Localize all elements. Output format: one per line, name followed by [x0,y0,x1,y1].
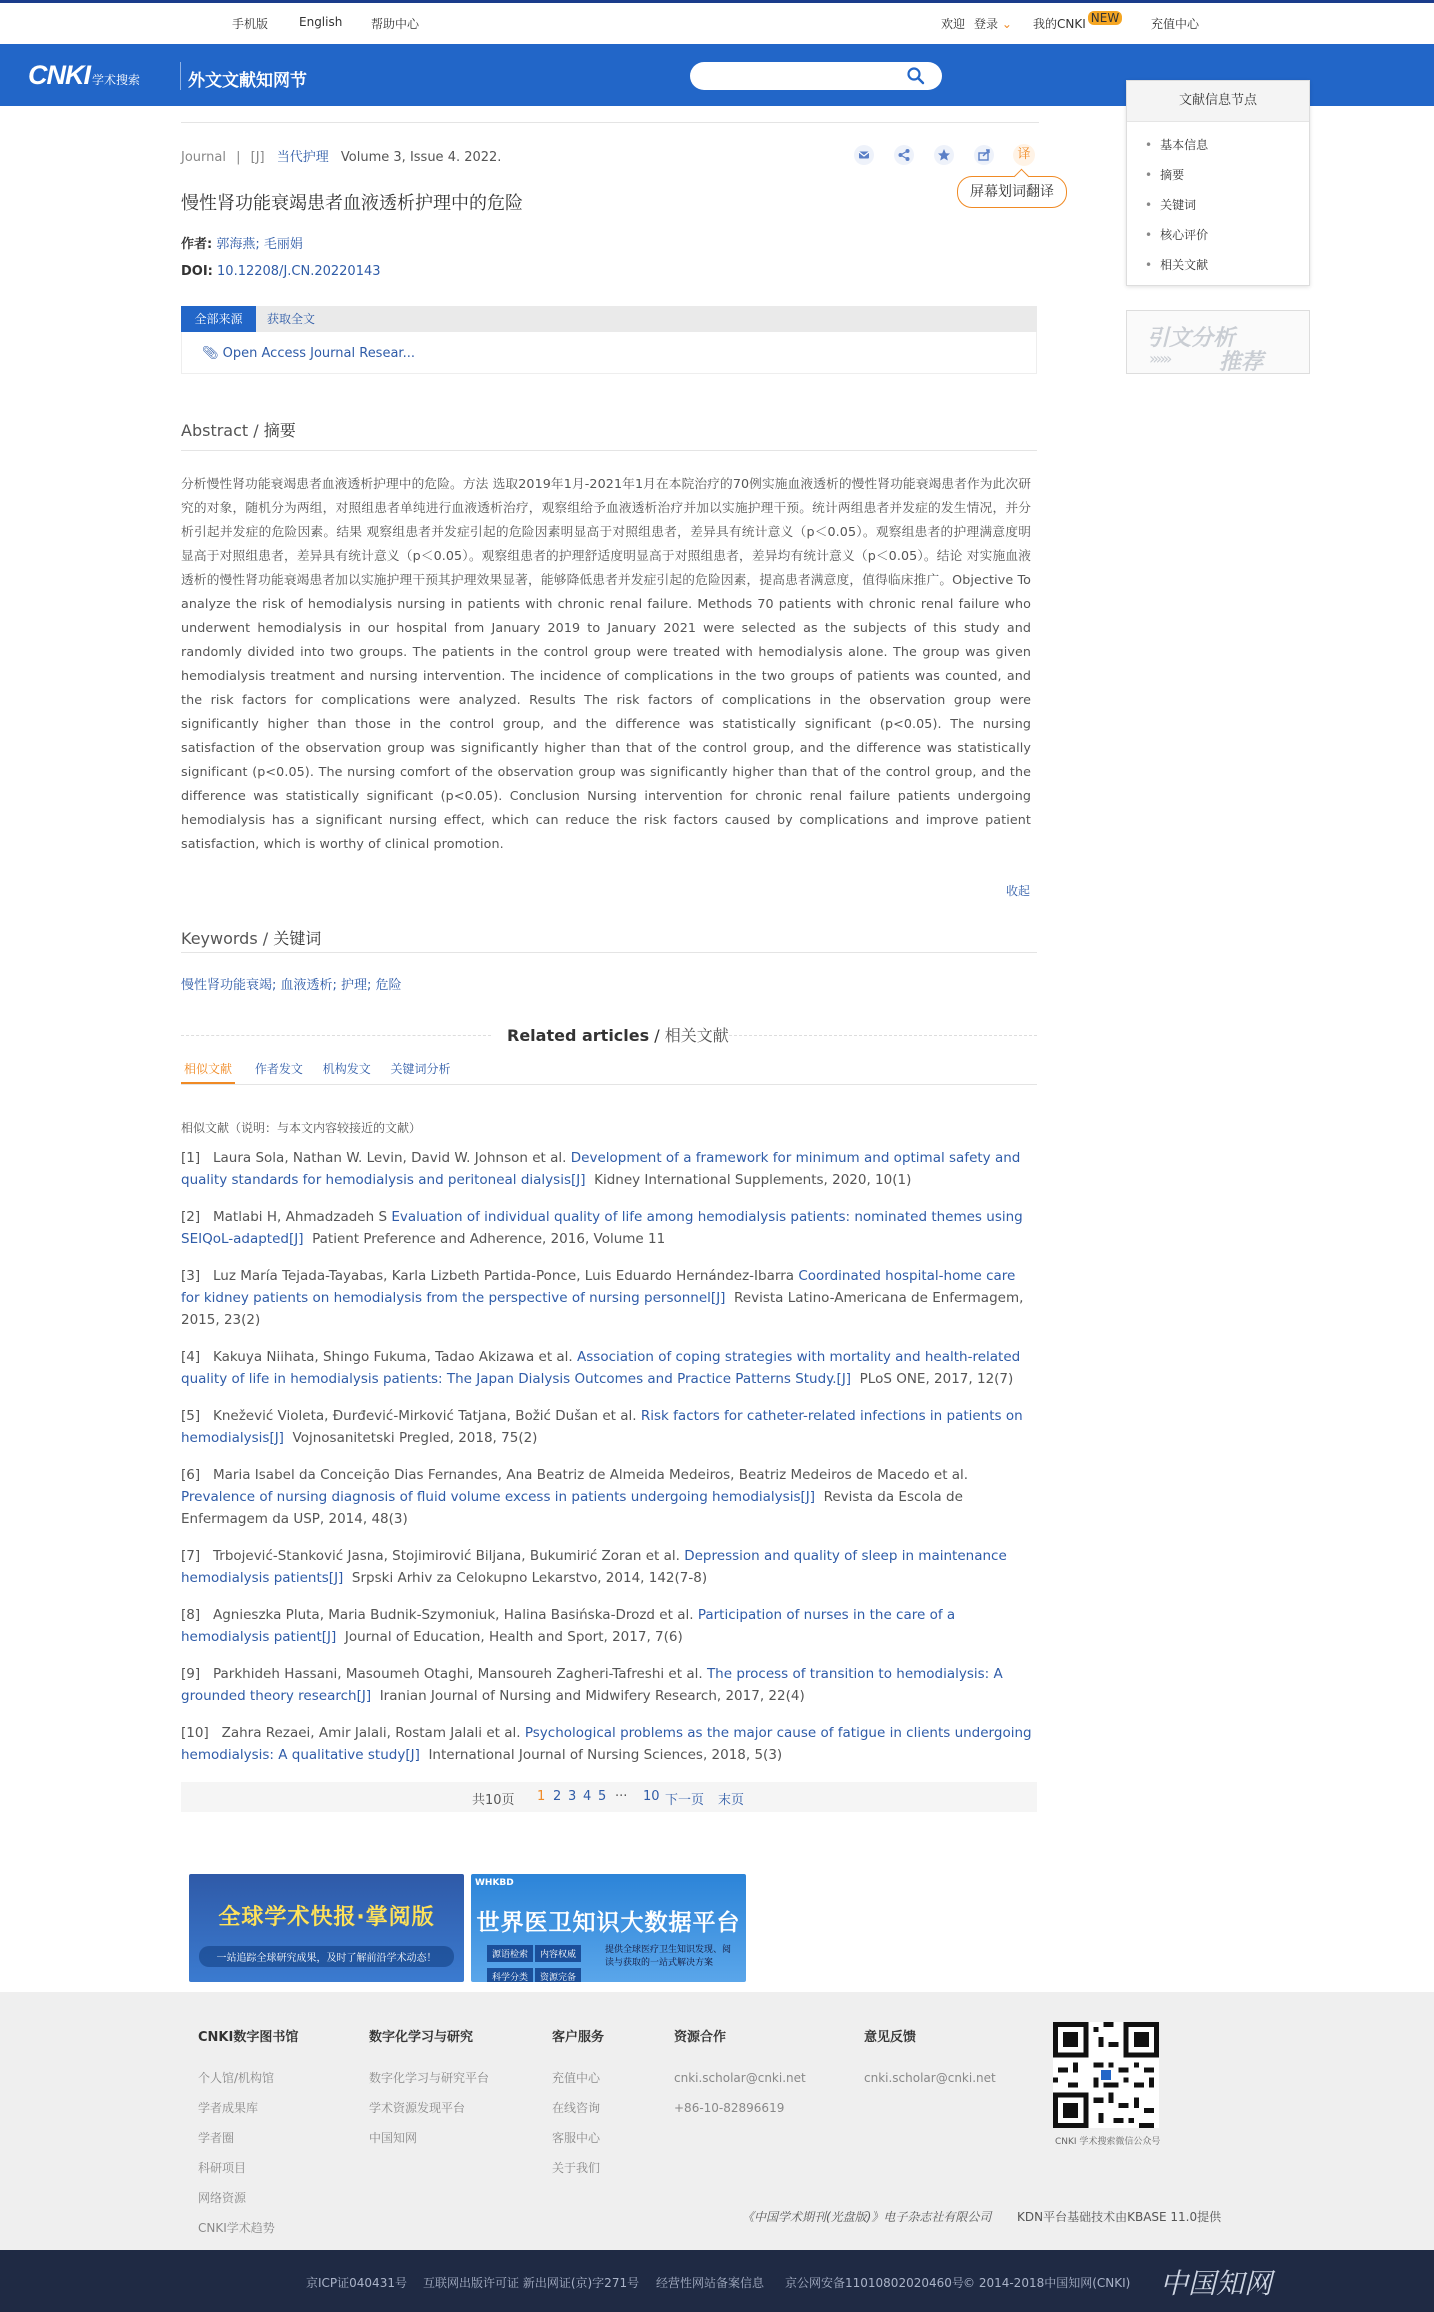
related-title-cn: 相关文献 [664,1026,729,1045]
my-cnki-label: 我的CNKI [1033,17,1086,31]
doi-link[interactable]: 10.12208/J.CN.20220143 [217,264,381,279]
ref-title-link[interactable]: Participation of nurses in the care of a hemodialysis patient [181,1607,956,1645]
search-input[interactable] [690,62,942,90]
page-10[interactable]: 10 [643,1789,660,1804]
total-pages: 共10页 [472,1793,515,1808]
reference-item [181,1722,1037,1766]
page-5[interactable]: 5 [598,1789,607,1804]
publisher-text: 《中国学术期刊(光盘版)》电子杂志社有限公司 [742,2210,992,2224]
article-meta: Journal | [J] 当代护理 Volume 3, Issue 4. 2022. [181,150,502,165]
ref-title-link[interactable]: Prevalence of nursing diagnosis of fluid volume excess in patients undergoing hemodialysis [181,1489,801,1505]
page-4[interactable]: 4 [583,1789,592,1804]
footer-link[interactable]: 客服中心 [552,2131,601,2145]
footer-col-title: CNKI数字图书馆 [198,2030,299,2045]
abstract-title-cn: 摘要 [263,421,296,440]
related-title-en: Related articles [507,1026,650,1045]
copyright-text: © 2014-2018中国知网(CNKI) [963,2276,1131,2290]
next-page-button[interactable]: 下一页 [665,1793,705,1808]
banner-line2: 推荐 [1219,350,1264,375]
footer-link[interactable]: 学者圈 [198,2131,235,2145]
tab-author-papers[interactable]: 作者发文 [254,1062,303,1076]
article-title: 慢性肾功能衰竭患者血液透析护理中的危险 [181,193,523,214]
ad2-chips [487,1942,583,1982]
star-icon[interactable] [933,144,955,166]
top-bar [0,0,1434,44]
info-nodes-panel [1126,80,1310,286]
footer-col-title: 客户服务 [552,2030,605,2045]
footer-col-service [552,2026,604,2183]
panel-item-related[interactable]: • 相关文献 [1145,250,1309,280]
ref-authors: Matlabi H, Ahmadzadeh S [213,1209,388,1225]
ref-source: PLoS ONE, 2017, 12(7) [859,1371,1014,1387]
footer-col-title: 资源合作 [674,2030,727,2045]
ref-title-link[interactable]: Association of coping strategies with mortality and health-related quality of life in hemodialysis patients: The Japan Dialysis Outcomes and Practice Patterns Study. [181,1349,1021,1387]
help-link[interactable]: 帮助中心 [371,17,420,31]
portal-name: 外文文献知网节 [188,71,307,91]
authors-label: 作者: [181,237,213,252]
tab-keyword-analysis[interactable]: 关键词分析 [390,1062,451,1076]
export-icon[interactable] [973,144,995,166]
footer-link[interactable]: 网络资源 [198,2191,247,2205]
translate-tooltip: 屏幕划词翻译 [957,176,1067,208]
qr-code-image [1053,2022,1159,2128]
english-link[interactable]: English [299,15,343,29]
footer-link[interactable]: 学术资源发现平台 [369,2101,466,2115]
mobile-link[interactable]: 手机版 [232,17,269,31]
journal-link[interactable]: 当代护理 [276,150,329,165]
ref-type: [J] [836,1371,852,1387]
new-badge: NEW [1088,11,1122,25]
public-security-record[interactable]: 京公网安备11010802020460号 [785,2276,964,2290]
divider [181,952,1037,953]
authors-links[interactable]: 郭海燕; 毛丽娟 [216,237,303,252]
ref-source: Vojnosanitetski Pregled, 2018, 75(2) [292,1430,538,1446]
kdn-text: KDN平台基础技术由KBASE 11.0提供 [1017,2210,1222,2224]
reference-item [181,1545,1037,1589]
reference-item [181,1265,1037,1331]
footer-link[interactable]: 关于我们 [552,2161,601,2175]
doi-label: DOI: [181,264,213,279]
footer-link[interactable]: 中国知网 [369,2131,418,2145]
ref-number: [6] [181,1467,201,1483]
doi-line [181,264,381,279]
qr-caption: CNKI 学术搜索微信公众号 [1055,2137,1161,2147]
ref-number: [2] [181,1209,201,1225]
keywords-title-cn: 关键词 [273,929,322,948]
banner-line1: 引文分析 [1147,326,1236,351]
footer-col-library [198,2026,298,2243]
ref-authors: Trbojević-Stanković Jasna, Stojimirović Biljana, Bukumirić Zoran et al. [213,1548,680,1564]
ref-type: [J] [405,1747,420,1763]
ref-number: [10] [181,1725,209,1741]
welcome-text: 欢迎 [941,17,966,31]
my-cnki-link[interactable] [1033,11,1122,32]
source-list [181,332,1037,374]
reference-item [181,1464,1037,1530]
reference-item [181,1346,1037,1390]
footer-col-feedback [864,2026,996,2093]
footer-col-title: 意见反馈 [864,2030,917,2045]
divider [181,1035,491,1036]
footer-col-cooperation [674,2026,806,2123]
ref-number: [4] [181,1349,201,1365]
ref-type: [J] [356,1688,372,1704]
tab-all-sources[interactable]: 全部来源 [181,306,256,332]
ref-authors: Maria Isabel da Conceição Dias Fernandes, Ana Beatriz de Almeida Medeiros, Beatriz Medeiros de Macedo et al. [213,1467,969,1483]
footer-link[interactable]: 充值中心 [552,2071,601,2085]
tab-institution-papers[interactable]: 机构发文 [322,1062,371,1076]
footer-link[interactable]: cnki.scholar@cnki.net [674,2071,806,2085]
panel-item-core-evaluation[interactable]: • 核心评价 [1145,220,1309,250]
divider [181,1084,1037,1085]
ref-source: Revista da Escola de Enfermagem da USP, 2014, 48(3) [181,1489,963,1527]
tab-similar[interactable]: 相似文献 [181,1062,235,1084]
recharge-link[interactable]: 充值中心 [1151,17,1200,31]
panel-item-basic-info[interactable]: • 基本信息 [1145,130,1309,160]
volume-info: Volume 3, Issue 4. 2022. [340,150,502,165]
source-tabs [181,306,1037,332]
logo-text: CNKI [28,60,90,90]
chevron-down-icon: ⌄ [1001,17,1012,31]
translate-icon[interactable]: 译 [1013,144,1035,166]
ref-type: [J] [571,1172,586,1188]
ref-type: [J] [269,1430,284,1446]
ref-title-link[interactable]: Evaluation of individual quality of life among hemodialysis patients: nominated themes using SEIQoL-adapted [181,1209,1023,1247]
ref-source: Srpski Arhiv za Celokupno Lekarstvo, 2014, 142(7-8) [351,1570,708,1586]
ad2-chip: 科学分类 [487,1968,533,1982]
ref-title-link[interactable]: Development of a framework for minimum and optimal safety and quality standards for hemodialysis and peritoneal dialysis [181,1150,1021,1188]
reference-item [181,1405,1037,1449]
doc-type: Journal [181,150,226,165]
ref-title-link[interactable]: Risk factors for catheter-related infections in patients on hemodialysis [181,1408,1023,1446]
share-icon[interactable] [893,144,915,166]
footer-link[interactable]: 在线咨询 [552,2101,601,2115]
reference-item [181,1604,1037,1648]
reference-item [181,1663,1037,1707]
footer-link[interactable]: 个人馆/机构馆 [198,2071,275,2085]
citation-analysis-banner[interactable] [1126,310,1310,374]
ad2-chip: 内容权威 [535,1945,581,1962]
ref-authors: Laura Sola, Nathan W. Levin, David W. Johnson et al. [213,1150,567,1166]
ad-medical-knowledge-platform[interactable] [471,1874,746,1982]
abstract-heading: Abstract / 摘要 [181,421,296,440]
ad2-chip: 资源完备 [535,1968,581,1982]
ad1-title: 全球学术快报·掌阅版 [218,1905,435,1930]
collapse-link[interactable]: 收起 [1006,884,1031,898]
logo-subtext: 学术搜索 [92,73,141,87]
footer-link[interactable]: CNKI学术趋势 [198,2221,275,2235]
keywords-title-en: Keywords [181,929,258,948]
ref-source: Patient Preference and Adherence, 2016, Volume 11 [312,1231,666,1247]
ref-type: [J] [288,1231,304,1247]
reference-item [181,1147,1037,1191]
related-heading: Related articles / 相关文献 [507,1026,729,1045]
panel-item-keywords[interactable]: • 关键词 [1145,190,1309,220]
ref-number: [1] [181,1150,201,1166]
last-page-button[interactable]: 末页 [718,1793,745,1808]
ref-authors: Parkhideh Hassani, Masoumeh Otaghi, Mansoureh Zagheri-Tafreshi et al. [213,1666,703,1682]
abstract-text: 分析慢性肾功能衰竭患者血液透析护理中的危险。方法 选取2019年1月-2021年1月在本院治疗的70例实施血液透析的慢性肾功能衰竭患者作为此次研究的对象，随机分为两组，对照组患者单纯进行血液透析治疗，观察组给予血液透析治疗并加以实施护理干预。统计两组患者并发症的发生情况，并分析引起并发症的危险因素。结果 观察组患者并发症引起的危险因素明显高于对照组患者，差异具有统计意义（p＜0.05）。观察组患者的护理满意度明显高于对照组患者，差异具有统计意义（p＜0.05）。观察组患者的护理舒适度明显高于对照组患者，差异均有统计意义（p＜0.05）。结论 对实施血液透析的慢性肾功能衰竭患者加以实施护理干预其护理效果显著，能够降低患者并发症引起的危险因素，提高患者满意度，值得临床推广。Objective To analyze the risk of hemodialysis nursing in patients with chronic renal failure. Methods 70 patients with chronic renal failure who underwent hemodialysis in our hospital from January 2019 to January 2021 were selected as the subjects of this study and randomly divided into two groups. The patients in the control group were treated with hemodialysis alone. The group was given hemodialysis treatment and nursing intervention. The incidence of complications in the two groups of patients was counted, and the risk factors for complications were analyzed. Results The risk factors of complications in the observation group were significantly higher than those in the control group, and the difference was statistically significant (p<0.05). The nursing satisfaction of the observation group was significantly higher than that of the control group, and the difference was statistically significant (p<0.05). The nursing comfort of the observation group was significantly higher than that of the control group, and the difference was statistically significant (p<0.05). Conclusion Nursing intervention for chronic renal failure patients undergoing hemodialysis has a significant nursing effect, which can reduce the risk factors caused by complications and improve patient satisfaction, which is worthy of clinical promotion. [181,476,1031,851]
ref-number: [3] [181,1268,201,1284]
ad2-title: 世界医卫知识大数据平台 [476,1910,741,1936]
doc-type-code: [J] [250,150,265,165]
abstract-title-en: Abstract [181,421,249,440]
footer-link[interactable]: 数字化学习与研究平台 [369,2071,490,2085]
email-icon[interactable] [853,144,875,166]
ad2-description: 提供全球医疗卫生知识发现、阅读与获取的一站式解决方案 [605,1945,732,1968]
ref-number: [5] [181,1408,201,1424]
ref-authors: Luz María Tejada-Tayabas, Karla Lizbeth Partida-Ponce, Luis Eduardo Hernández-Ibarra [213,1268,795,1284]
pagination [181,1782,1037,1812]
footer-col-learning [369,2026,489,2153]
logo-divider [180,62,181,90]
ref-type: [J] [321,1629,337,1645]
source-link-label: Open Access Journal Resear... [222,346,415,361]
footer-link[interactable]: 学者成果库 [198,2101,259,2115]
footer-link: +86-10-82896619 [674,2101,785,2115]
footer-col-title: 数字化学习与研究 [369,2030,474,2045]
paperclip-icon: 📎︎ [202,346,219,361]
ref-source: Journal of Education, Health and Sport, 2017, 7(6) [344,1629,683,1645]
ad-global-academic-express[interactable] [189,1874,464,1982]
search-icon[interactable] [906,66,926,86]
ref-number: [9] [181,1666,201,1682]
source-link[interactable] [202,346,415,361]
ad2-chip: 源语检索 [487,1945,533,1962]
ref-type: [J] [328,1570,344,1586]
ref-authors: Agnieszka Pluta, Maria Budnik-Szymoniuk, Halina Basińska-Drozd et al. [213,1607,694,1623]
divider [181,450,1037,451]
ref-type: [J] [710,1290,726,1306]
page-2[interactable]: 2 [553,1789,562,1804]
ref-number: [8] [181,1607,201,1623]
ref-authors: Kakuya Niihata, Shingo Fukuma, Tadao Akizawa et al. [213,1349,573,1365]
page-1[interactable]: 1 [537,1789,546,1804]
keywords-heading: Keywords / 关键词 [181,929,322,948]
panel-item-abstract[interactable]: • 摘要 [1145,160,1309,190]
publishing-license[interactable]: 互联网出版许可证 新出网证(京)字271号 [423,2276,640,2290]
ref-title-link[interactable]: The process of transition to hemodialysis: A grounded theory research [181,1666,1003,1704]
divider [724,1035,1037,1036]
ad1-subtitle: 一站追踪全球研究成果，及时了解前沿学术动态！ [199,1946,454,1967]
bottom-bar [0,2250,1434,2312]
ref-authors: Zahra Rezaei, Amir Jalali, Rostam Jalali et al. [221,1725,521,1741]
ref-title-link[interactable]: Depression and quality of sleep in maintenance hemodialysis patients [181,1548,1007,1586]
cnki-cn-logo: 中国知网 [1160,2267,1273,2300]
icp-license[interactable]: 京ICP证040431号 [306,2276,407,2290]
footer-link[interactable]: 科研项目 [198,2161,247,2175]
related-tabs [181,1060,467,1077]
login-label: 登录 [974,17,999,31]
ref-type: [J] [800,1489,815,1505]
website-record[interactable]: 经营性网站备案信息 [656,2276,765,2290]
footer-link[interactable]: cnki.scholar@cnki.net [864,2071,996,2085]
similar-note: 相似文献（说明：与本文内容较接近的文献） [181,1121,422,1135]
tab-get-fulltext[interactable]: 获取全文 [267,312,316,326]
reference-item [181,1206,1037,1250]
ref-title-link[interactable]: Coordinated hospital-home care for kidney patients on hemodialysis from the perspective of nursing personnel [181,1268,1016,1306]
ref-authors: Knežević Violeta, Đurđević-Mirković Tatjana, Božić Dušan et al. [213,1408,637,1424]
ref-title-link[interactable]: Psychological problems as the major cause of fatigue in clients undergoing hemodialysis: A qualitative study [181,1725,1032,1763]
page-3[interactable]: 3 [568,1789,577,1804]
banner-arrows-icon: ›››››› [1149,349,1170,368]
ref-source: International Journal of Nursing Sciences, 2018, 5(3) [428,1747,783,1763]
divider [181,122,1039,123]
ref-number: [7] [181,1548,201,1564]
panel-title: 文献信息节点 [1127,81,1309,122]
ref-source: Revista Latino-Americana de Enfermagem, 2015, 23(2) [181,1290,1024,1328]
ref-source: Iranian Journal of Nursing and Midwifery Research, 2017, 22(4) [379,1688,805,1704]
site-footer [0,1992,1434,2250]
keywords-links[interactable]: 慢性肾功能衰竭; 血液透析; 护理; 危险 [181,978,402,993]
authors-line [181,233,303,252]
page-ellipsis: ··· [615,1789,628,1804]
login-link[interactable] [974,15,1012,32]
ref-source: Kidney International Supplements, 2020, 10(1) [594,1172,912,1188]
cnki-logo[interactable] [28,60,140,91]
ad2-tag: WHKBD [475,1878,514,1888]
